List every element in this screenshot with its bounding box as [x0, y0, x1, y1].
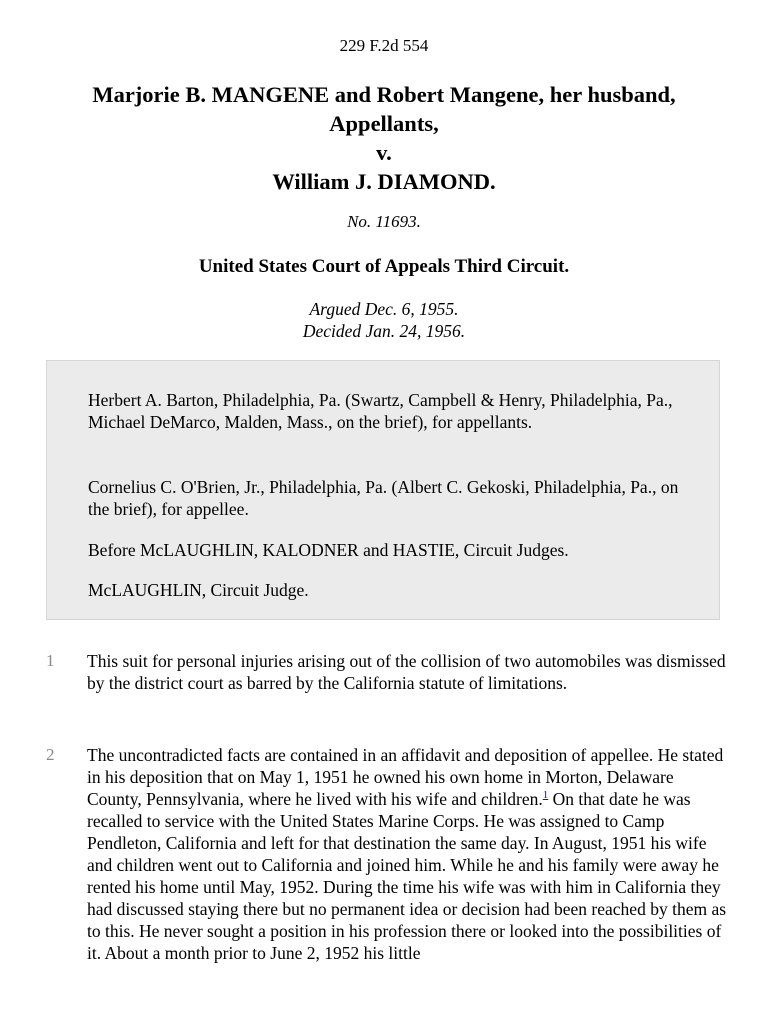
counsel-appellee: Cornelius C. O'Brien, Jr., Philadelphia, Pa. (Albert C. Gekoski, Philadelphia, Pa., on the brief), for appellee. — [88, 477, 679, 519]
title-line-appellee: William J. DIAMOND. — [272, 169, 496, 194]
panel-judges: Before McLAUGHLIN, KALODNER and HASTIE, Circuit Judges. — [88, 540, 569, 560]
docket-number: No. 11693. — [347, 212, 421, 231]
paragraph-text — [87, 744, 727, 964]
counsel-appellants: Herbert A. Barton, Philadelphia, Pa. (Swartz, Campbell & Henry, Philadelphia, Pa., Michael DeMarco, Malden, Mass., on the brief), for appellants. — [88, 390, 673, 432]
case-title — [40, 80, 728, 196]
paragraph-text: This suit for personal injuries arising out of the collision of two automobiles was dismissed by the district court as barred by the California statute of limitations. — [87, 651, 726, 693]
argued-date: Argued Dec. 6, 1955. — [309, 299, 459, 319]
footnote-link[interactable]: 1 — [542, 789, 549, 802]
court-name: United States Court of Appeals Third Circuit. — [198, 256, 570, 277]
title-line-parties: Marjorie B. MANGENE and Robert Mangene, her husband, — [92, 82, 676, 107]
case-dates — [0, 298, 768, 342]
paragraph-number: 2 — [46, 745, 55, 764]
case-citation: 229 F.2d 554 — [339, 36, 429, 55]
paragraph-number: 1 — [46, 651, 55, 670]
counsel-box — [46, 360, 720, 620]
paragraph-text-after: On that date he was recalled to service with the United States Marine Corps. He was assigned to Camp Pendleton, California and left for that destination the same day. In August, 1951 his wife and children went out to California and joined him. While he and his family were away he rented his home until May, 1952. During the time his wife was with him in California they had discussed staying there but no permanent idea or decision had been reached by them as to this. He never sought a position in his profession there or looked into the possibilities of it. About a month prior to June 2, 1952 his little — [87, 789, 727, 963]
title-line-role: Appellants, — [329, 111, 439, 136]
title-line-versus: v. — [376, 140, 392, 165]
paragraph-text-before: The uncontradicted facts are contained in an affidavit and deposition of appellee. He stated in his deposition that on May 1, 1951 he owned his own home in Morton, Delaware County, Pennsylvania, where he lived with his wife and children. — [87, 745, 724, 809]
decided-date: Decided Jan. 24, 1956. — [302, 321, 466, 341]
opinion-author: McLAUGHLIN, Circuit Judge. — [88, 580, 309, 600]
